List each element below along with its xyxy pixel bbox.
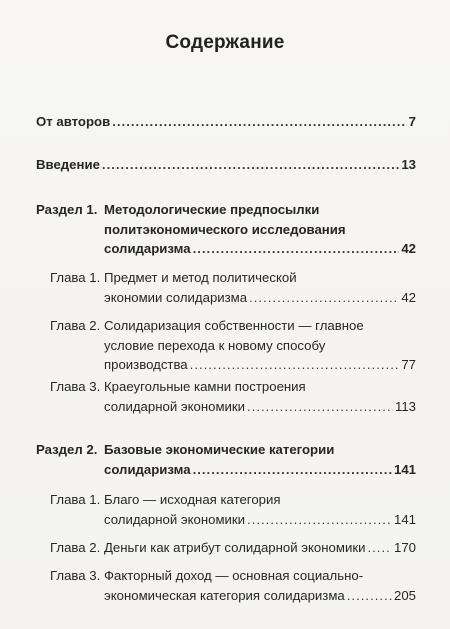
entry-title-line: Факторный доход — основная социально- (104, 568, 364, 583)
chapter-label: Глава 2. (50, 318, 101, 333)
dot-leader (367, 538, 392, 558)
chapter-label: Глава 3. (50, 379, 101, 394)
dot-leader (193, 239, 400, 259)
entry-title: Введение (36, 157, 100, 172)
section-label: Раздел 2. (36, 442, 98, 457)
dot-leader (247, 397, 393, 417)
page-number: 77 (401, 357, 416, 372)
dot-leader (102, 155, 399, 175)
page-number: 205 (393, 587, 416, 603)
dot-leader (193, 460, 392, 480)
section-label: Раздел 1. (36, 202, 98, 217)
dot-leader (347, 586, 392, 606)
dot-leader (190, 355, 400, 375)
entry-title: экономии солидаризма (104, 289, 248, 305)
toc-title: Содержание (165, 32, 285, 53)
chapter-label: Глава 1. (50, 270, 101, 285)
page-number: 170 (393, 540, 416, 555)
chapter-label: Глава 1. (50, 492, 101, 507)
dot-leader (249, 288, 399, 308)
entry-title: солидарной экономики (104, 511, 246, 527)
entry-title-line: Методологические предпосылки (104, 202, 320, 217)
chapter-label: Глава 3. (50, 568, 101, 583)
entry-title-line: Солидаризация собственности — главное (104, 318, 364, 333)
page-number: 42 (401, 241, 416, 256)
page-number: 113 (394, 398, 416, 414)
entry-title: экономическая категория солидаризма (104, 587, 345, 603)
entry-title-line: Благо — исходная категория (104, 492, 281, 507)
page-number: 42 (401, 289, 416, 305)
entry-title: солидаризма (104, 241, 191, 256)
entry-title: От авторов (36, 114, 111, 129)
page-number: 7 (408, 114, 416, 129)
entry-title-line: Краеугольные камни построения (104, 379, 306, 394)
entry-title-line: политэкономического исследования (104, 221, 346, 237)
page-number: 13 (401, 157, 416, 172)
entry-title-line: Предмет и метод политической (104, 270, 297, 285)
entry-title: солидаризма (104, 461, 191, 477)
dot-leader (247, 510, 392, 530)
entry-title: солидарной экономики (104, 398, 246, 414)
entry-title: производства (104, 357, 188, 372)
dot-leader (112, 112, 406, 132)
page-number: 141 (393, 511, 416, 527)
entry-title: Деньги как атрибут солидарной экономики (104, 540, 366, 555)
entry-title-line: Базовые экономические категории (104, 442, 335, 457)
page-number: 141 (393, 461, 416, 477)
chapter-label: Глава 2. (50, 540, 101, 555)
entry-title-line: условие перехода к новому способу (104, 337, 326, 353)
